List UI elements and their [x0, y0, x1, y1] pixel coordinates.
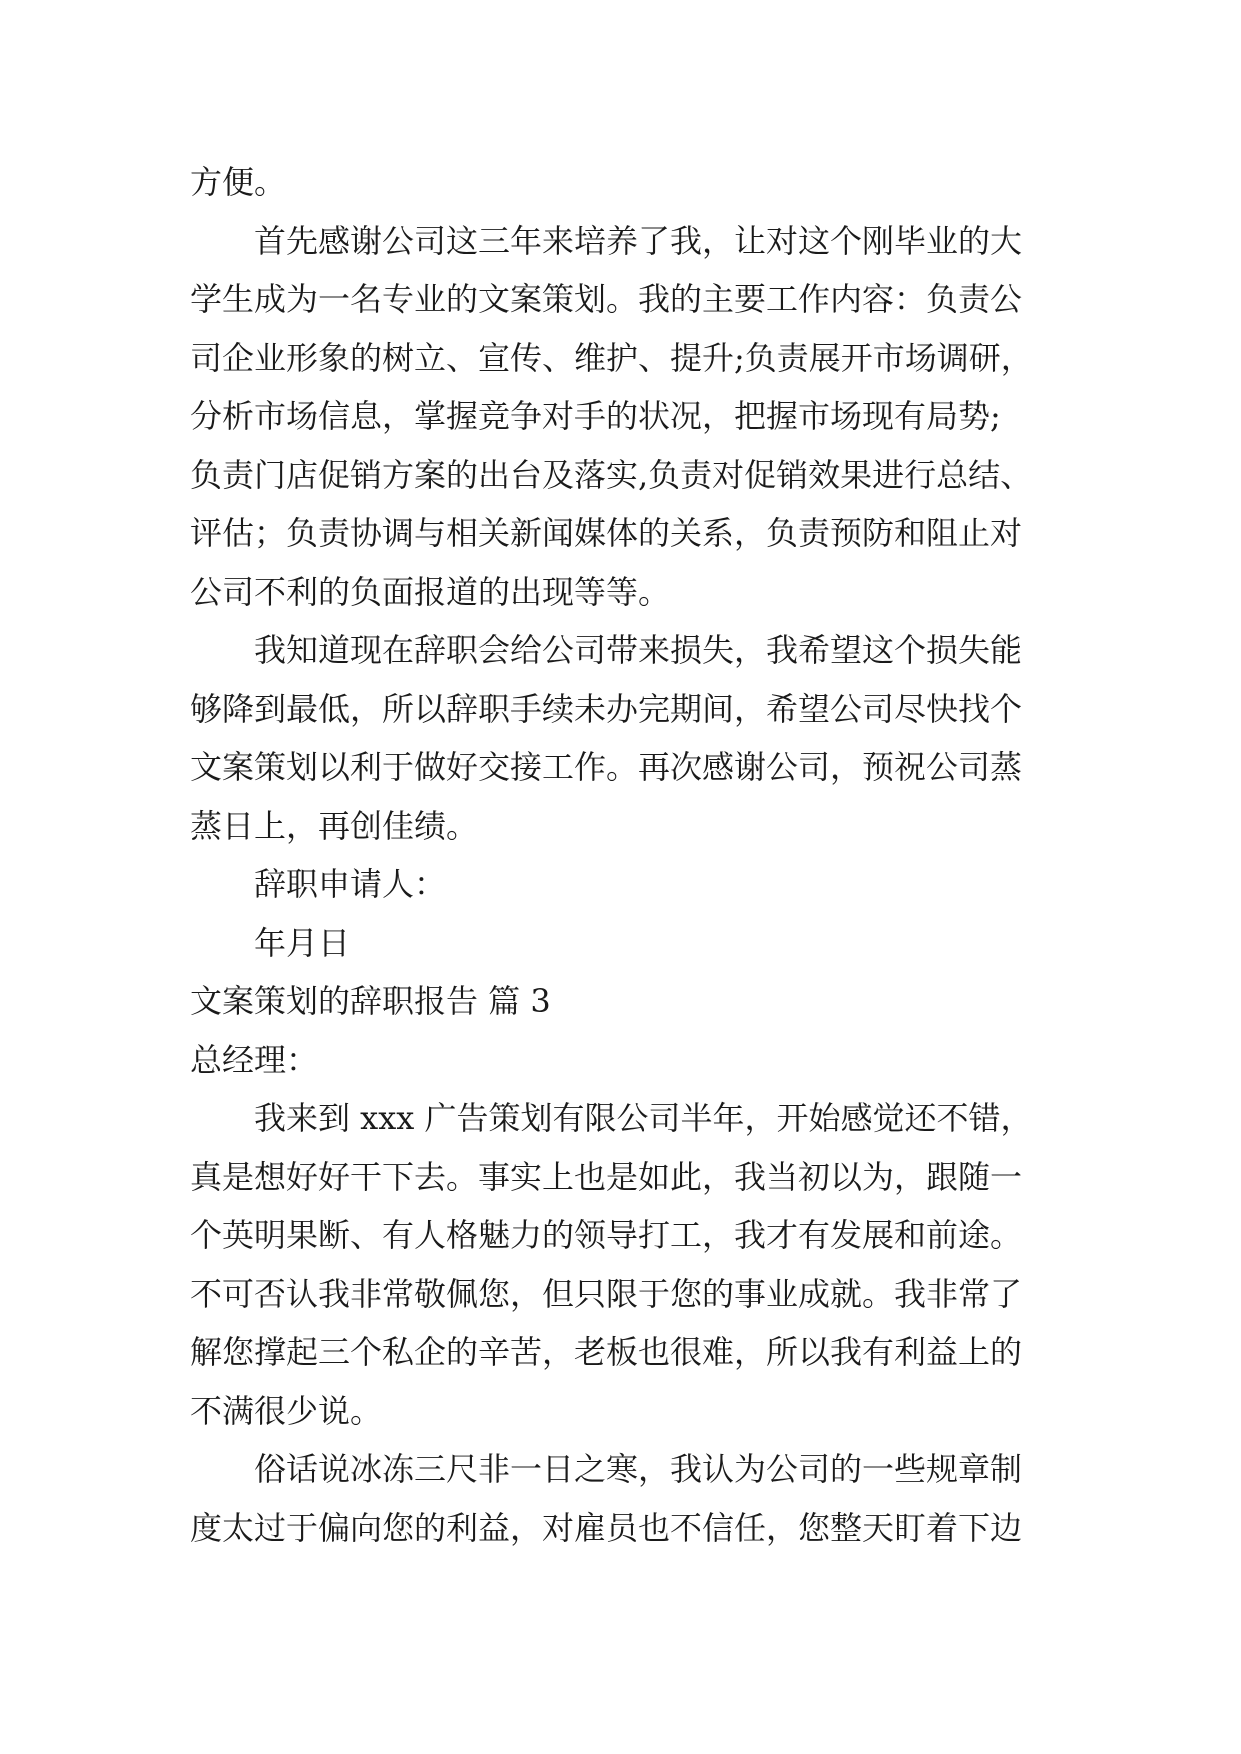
- section-heading: 文案策划的辞职报告 篇 3: [190, 982, 551, 1020]
- text-line: 真是想好好干下去。事实上也是如此，我当初以为，跟随一: [190, 1158, 1023, 1196]
- text-line: 解您撑起三个私企的辛苦，老板也很难，所以我有利益上的: [190, 1333, 1023, 1371]
- text-line: 文案策划以利于做好交接工作。再次感谢公司，预祝公司蒸: [190, 748, 1023, 786]
- text-line: 度太过于偏向您的利益，对雇员也不信任，您整天盯着下边: [190, 1509, 1023, 1547]
- date-line: 年月日: [254, 924, 351, 962]
- text-line: 学生成为一名专业的文案策划。我的主要工作内容：负责公: [190, 280, 1023, 318]
- text-line: 个英明果断、有人格魅力的领导打工，我才有发展和前途。: [190, 1216, 1023, 1254]
- salutation: 总经理：: [190, 1041, 319, 1079]
- text-line: 司企业形象的树立、宣传、维护、提升;负责展开市场调研，: [190, 339, 1033, 377]
- text-line: 首先感谢公司这三年来培养了我，让对这个刚毕业的大: [254, 222, 1023, 260]
- text-line: 公司不利的负面报道的出现等等。: [190, 573, 671, 611]
- text-line: 我知道现在辞职会给公司带来损失，我希望这个损失能: [254, 631, 1023, 669]
- signature-label: 辞职申请人：: [254, 865, 447, 903]
- text-line: 我来到 xxx 广告策划有限公司半年，开始感觉还不错，: [254, 1099, 1033, 1137]
- text-line: 蒸日上，再创佳绩。: [190, 807, 479, 845]
- text-line: 评估；负责协调与相关新闻媒体的关系，负责预防和阻止对: [190, 514, 1023, 552]
- text-line: 不可否认我非常敬佩您，但只限于您的事业成就。我非常了: [190, 1275, 1023, 1313]
- text-line: 俗话说冰冻三尺非一日之寒，我认为公司的一些规章制: [254, 1450, 1023, 1488]
- text-line: 负责门店促销方案的出台及落实,负责对促销效果进行总结、: [190, 456, 1033, 494]
- text-line: 方便。: [190, 163, 287, 201]
- text-line: 不满很少说。: [190, 1392, 383, 1430]
- text-line: 分析市场信息，掌握竞争对手的状况，把握市场现有局势;: [190, 397, 1001, 435]
- text-line: 够降到最低，所以辞职手续未办完期间，希望公司尽快找个: [190, 690, 1023, 728]
